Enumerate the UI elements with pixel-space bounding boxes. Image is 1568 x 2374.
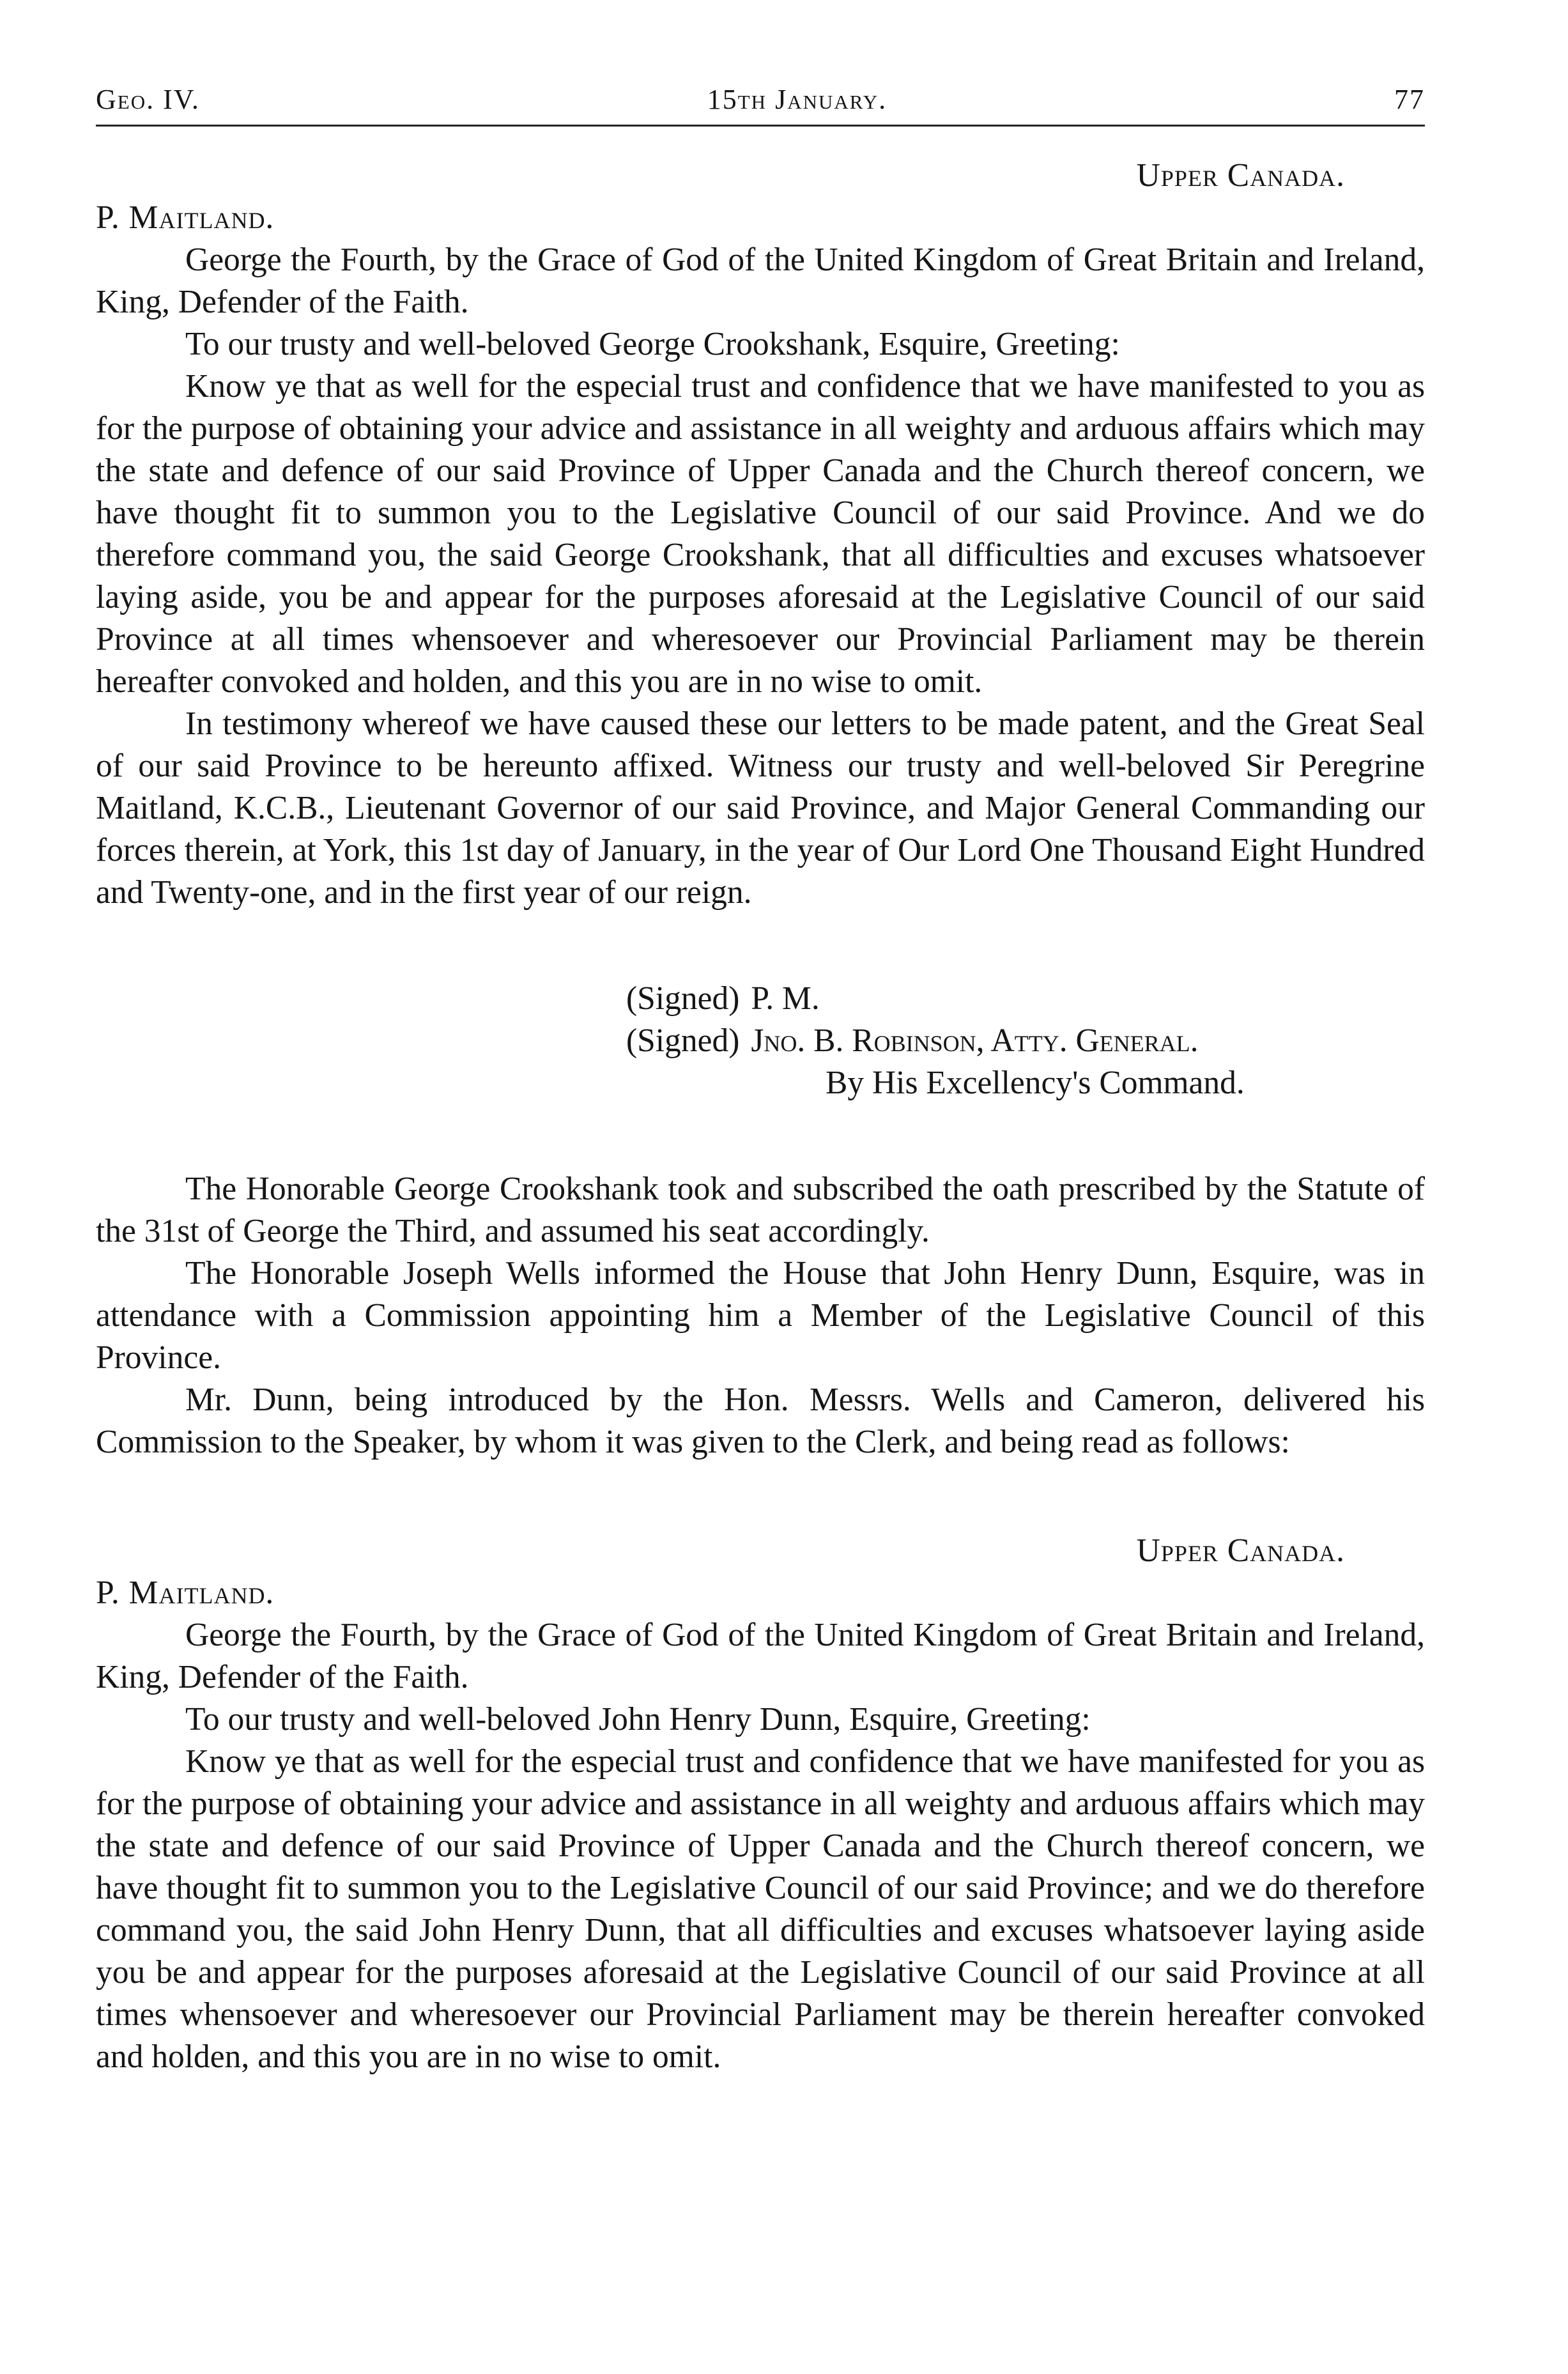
commission-location: Upper Canada. [1136, 1532, 1345, 1569]
commission-greeting: To our trusty and well-beloved John Henry Dunn, Esquire, Greeting: [185, 1701, 1091, 1738]
command-line: By His Excellency's Command. [826, 1065, 1245, 1101]
signature-line-1 [626, 978, 1425, 1020]
signature-line-2 [626, 1020, 1425, 1062]
commission-body: Know ye that as well for the especial trust and confidence that we have manifested to you as for the purpose of obtaining your advice and assistance in all weighty and arduous affairs which may the state and defence of our said Province of Upper Canada and the Church thereof concern, we have thought fit to summon you to the Legislative Council of our said Province. And we do therefore command you, the said George Crookshank, that all difficulties and excuses whatsoever laying aside, you be and appear for the purposes aforesaid at the Legislative Council of our said Province at all times whensoever and wheresoever our Provincial Parliament may be therein hereafter convoked and holden, and this you are in no wise to omit. [96, 368, 1425, 700]
running-header [96, 83, 1425, 127]
signature-block [96, 978, 1425, 1104]
page-number: 77 [1394, 84, 1425, 115]
proceedings-paragraph: The Honorable George Crookshank took and subscribed the oath prescribed by the Statute of the 31st of George the Third, and assumed his seat accordingly. [96, 1171, 1425, 1249]
commission-preamble: George the Fourth, by the Grace of God of the United Kingdom of Great Britain and Ireland, King, Defender of the Faith. [96, 1617, 1425, 1695]
commission-john-henry-dunn [96, 1530, 1425, 2078]
proceedings-paragraph: The Honorable Joseph Wells informed the House that John Henry Dunn, Esquire, was in attendance with a Commission appointing him a Member of the Legislative Council of this Province. [96, 1255, 1425, 1376]
commission-location: Upper Canada. [1136, 157, 1345, 194]
header-date: 15th January. [707, 84, 888, 115]
proceedings [96, 1168, 1425, 1463]
commission-george-crookshank [96, 155, 1425, 1104]
commission-signer: P. Maitland. [96, 1575, 275, 1611]
commission-body: Know ye that as well for the especial trust and confidence that we have manifested for you as for the purpose of obtaining your advice and assistance in all weighty and arduous affairs which may the state and defence of our said Province of Upper Canada and the Church thereof concern, we have thought fit to summon you to the Legislative Council of our said Province; and we do therefore command you, the said John Henry Dunn, that all difficulties and excuses whatsoever laying aside you be and appear for the purposes aforesaid at the Legislative Council of our said Province at all times whensoever and wheresoever our Provincial Parliament may be therein hereafter convoked and holden, and this you are in no wise to omit. [96, 1743, 1425, 2075]
signature-label: (Signed) [626, 980, 740, 1017]
proceedings-paragraph: Mr. Dunn, being introduced by the Hon. Messrs. Wells and Cameron, delivered his Commission to the Speaker, by whom it was given to the Clerk, and being read as follows: [96, 1382, 1425, 1460]
commission-preamble: George the Fourth, by the Grace of God of the United Kingdom of Great Britain and Ireland, King, Defender of the Faith. [96, 242, 1425, 320]
signature-name: P. M. [751, 980, 820, 1017]
header-reign: Geo. IV. [96, 84, 200, 115]
commission-testimony: In testimony whereof we have caused these our letters to be made patent, and the Great Seal of our said Province to be hereunto affixed. Witness our trusty and well-beloved Sir Peregrine Maitland, K.C.B., Lieutenant Governor of our said Province, and Major General Commanding our forces therein, at York, this 1st day of January, in the year of Our Lord One Thousand Eight Hundred and Twenty-one, and in the first year of our reign. [96, 705, 1425, 911]
commission-signer: P. Maitland. [96, 199, 275, 236]
signature-label: (Signed) [626, 1022, 740, 1059]
signature-name: Jno. B. Robinson, Atty. General. [751, 1022, 1199, 1059]
commission-greeting: To our trusty and well-beloved George Crookshank, Esquire, Greeting: [185, 326, 1120, 362]
document-page [96, 83, 1425, 2078]
